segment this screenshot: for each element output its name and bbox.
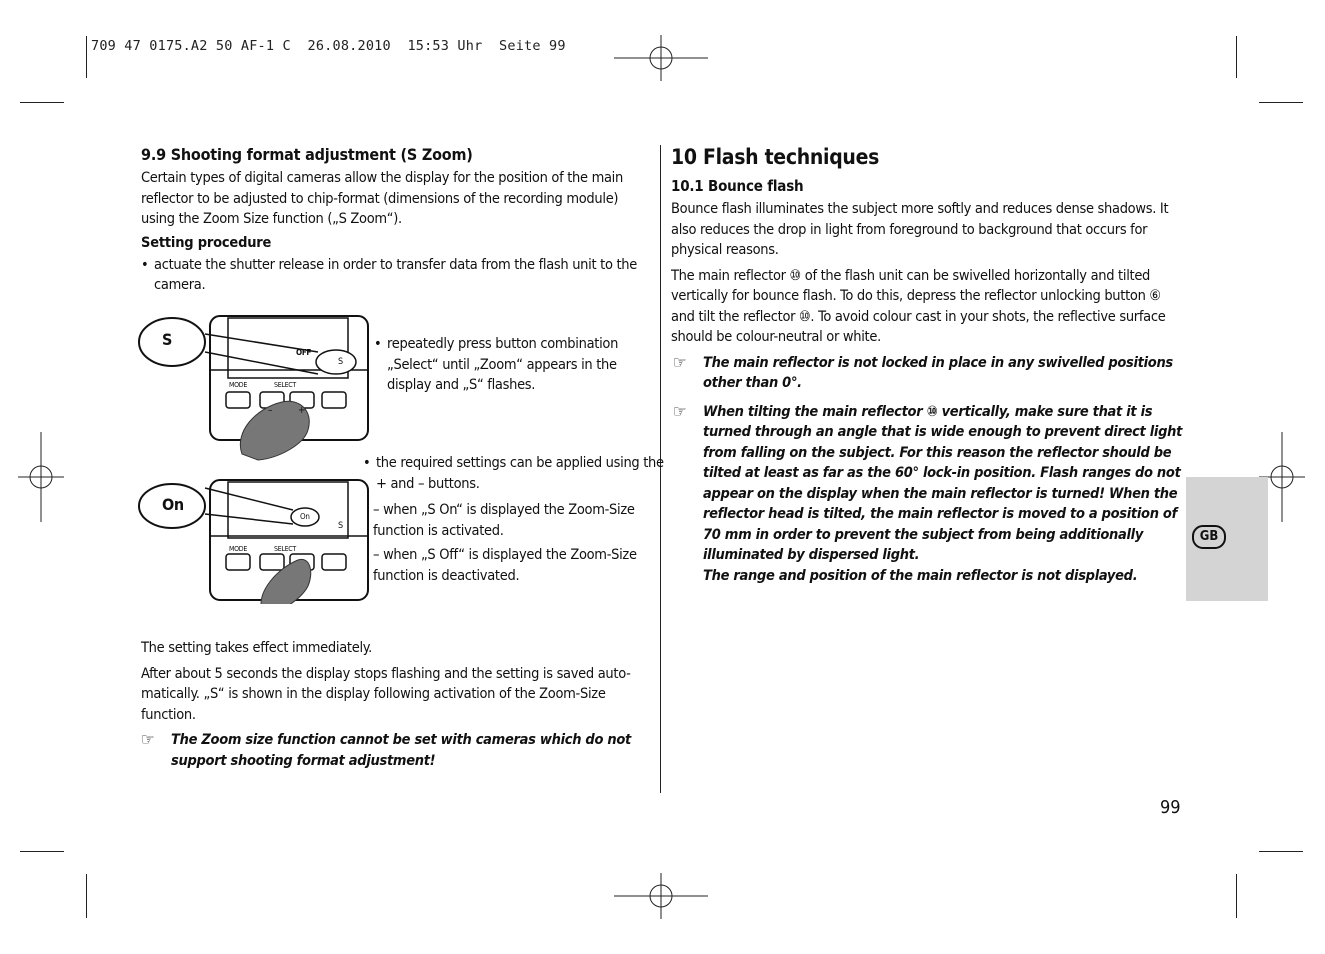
left-column-bottom <box>141 638 653 777</box>
dash-item: – when „S On“ is displayed the Zoom-Size function is activated. <box>373 502 635 539</box>
bullet-item: • the required settings can be applied using the + and – buttons. <box>363 453 664 494</box>
crop-mark <box>1259 102 1303 103</box>
plus-label: + <box>298 405 306 416</box>
select-label: SELECT <box>274 545 296 553</box>
left-column <box>141 145 653 301</box>
crop-mark <box>1236 36 1237 78</box>
pointing-hand-icon: ☞ <box>141 730 155 750</box>
crop-mark <box>1259 851 1303 852</box>
pointing-hand-icon: ☞ <box>673 352 687 373</box>
paragraph: After about 5 seconds the display stops flashing and the setting is saved auto-matically. „S“ is shown in the display following activation of the Zoom-Size function. <box>141 665 631 723</box>
bullet-item: • actuate the shutter release in order to transfer data from the flash unit to the camera. <box>141 255 653 296</box>
crosshair-icon <box>614 35 708 81</box>
crop-mark <box>20 851 64 852</box>
crop-mark <box>86 874 87 918</box>
paragraph: The setting takes effect immediately. <box>141 640 372 656</box>
dash-item: – when „S Off“ is displayed the Zoom-Size function is deactivated. <box>373 547 637 584</box>
crop-mark <box>86 36 87 78</box>
page-number: 99 <box>1160 797 1181 818</box>
subheading: 10.1 Bounce flash <box>671 177 804 195</box>
callout-label: S <box>162 330 173 349</box>
display-s: S <box>338 357 343 367</box>
display-s: S <box>338 521 343 531</box>
mode-label: MODE <box>229 381 248 389</box>
select-label: SELECT <box>274 381 296 389</box>
crop-mark <box>1236 874 1237 918</box>
mode-label: MODE <box>229 545 248 553</box>
note-continuation: The range and position of the main reflector is not displayed. <box>703 567 1138 584</box>
language-badge: GB <box>1192 525 1226 549</box>
paragraph: The main reflector ⑩ of the flash unit can be swivelled horizontally and tilted vertically for bounce flash. To do this, depress the reflector unlocking button ⑥ and tilt the reflector ⑩. To avoid colour cast in your shots, the reflective surface should be colour-neutral or white. <box>671 267 1166 345</box>
crosshair-icon <box>614 873 708 919</box>
flash-control-panel-figure <box>138 312 370 464</box>
display-off: OFF <box>296 348 312 357</box>
subheading: Setting procedure <box>141 234 272 251</box>
note: ☞ The Zoom size function cannot be set with cameras which do not support shooting format adjustment! <box>141 730 631 769</box>
note: ☞ The main reflector is not locked in place in any swivelled positions other than 0°. <box>673 352 1173 391</box>
pointing-hand-icon: ☞ <box>673 401 687 422</box>
print-header: 709 47 0175.A2 50 AF-1 C 26.08.2010 15:53 Uhr Seite 99 <box>91 38 566 54</box>
minus-label: – <box>268 405 273 416</box>
display-on: On <box>300 512 310 521</box>
intro-paragraph: Certain types of digital cameras allow the display for the position of the main reflector to be adjusted to chip-format (dimensions of the recording module) using the Zoom Size function („S Zoom“). <box>141 170 623 227</box>
crop-mark <box>20 102 64 103</box>
crosshair-icon <box>18 432 64 522</box>
right-column <box>671 145 1183 592</box>
chapter-heading: 10 Flash techniques <box>671 145 880 169</box>
callout-label: On <box>162 495 184 514</box>
note: ☞ When tilting the main reflector ⑩ vertically, make sure that it is turned through an angle that is wide enough to prevent direct light from falling on the subject. For this reason the reflector should be tilted at least as far as the 60° lock-in position. Flash ranges do not appear on the display when the main reflector is turned! When the reflector head is tilted, the main reflector is moved to a position of 70 mm in order to prevent the subject from being additionally illuminated by dispersed light. <box>673 401 1183 563</box>
paragraph: Bounce flash illuminates the subject more softly and reduces dense shadows. It also reduces the drop in light from foreground to background that occurs for physical reasons. <box>671 201 1169 258</box>
bullet-item: • repeatedly press button combination „Select“ until „Zoom“ appears in the display and „S“ flashes. <box>374 334 637 396</box>
section-heading: 9.9 Shooting format adjustment (S Zoom) <box>141 145 473 164</box>
